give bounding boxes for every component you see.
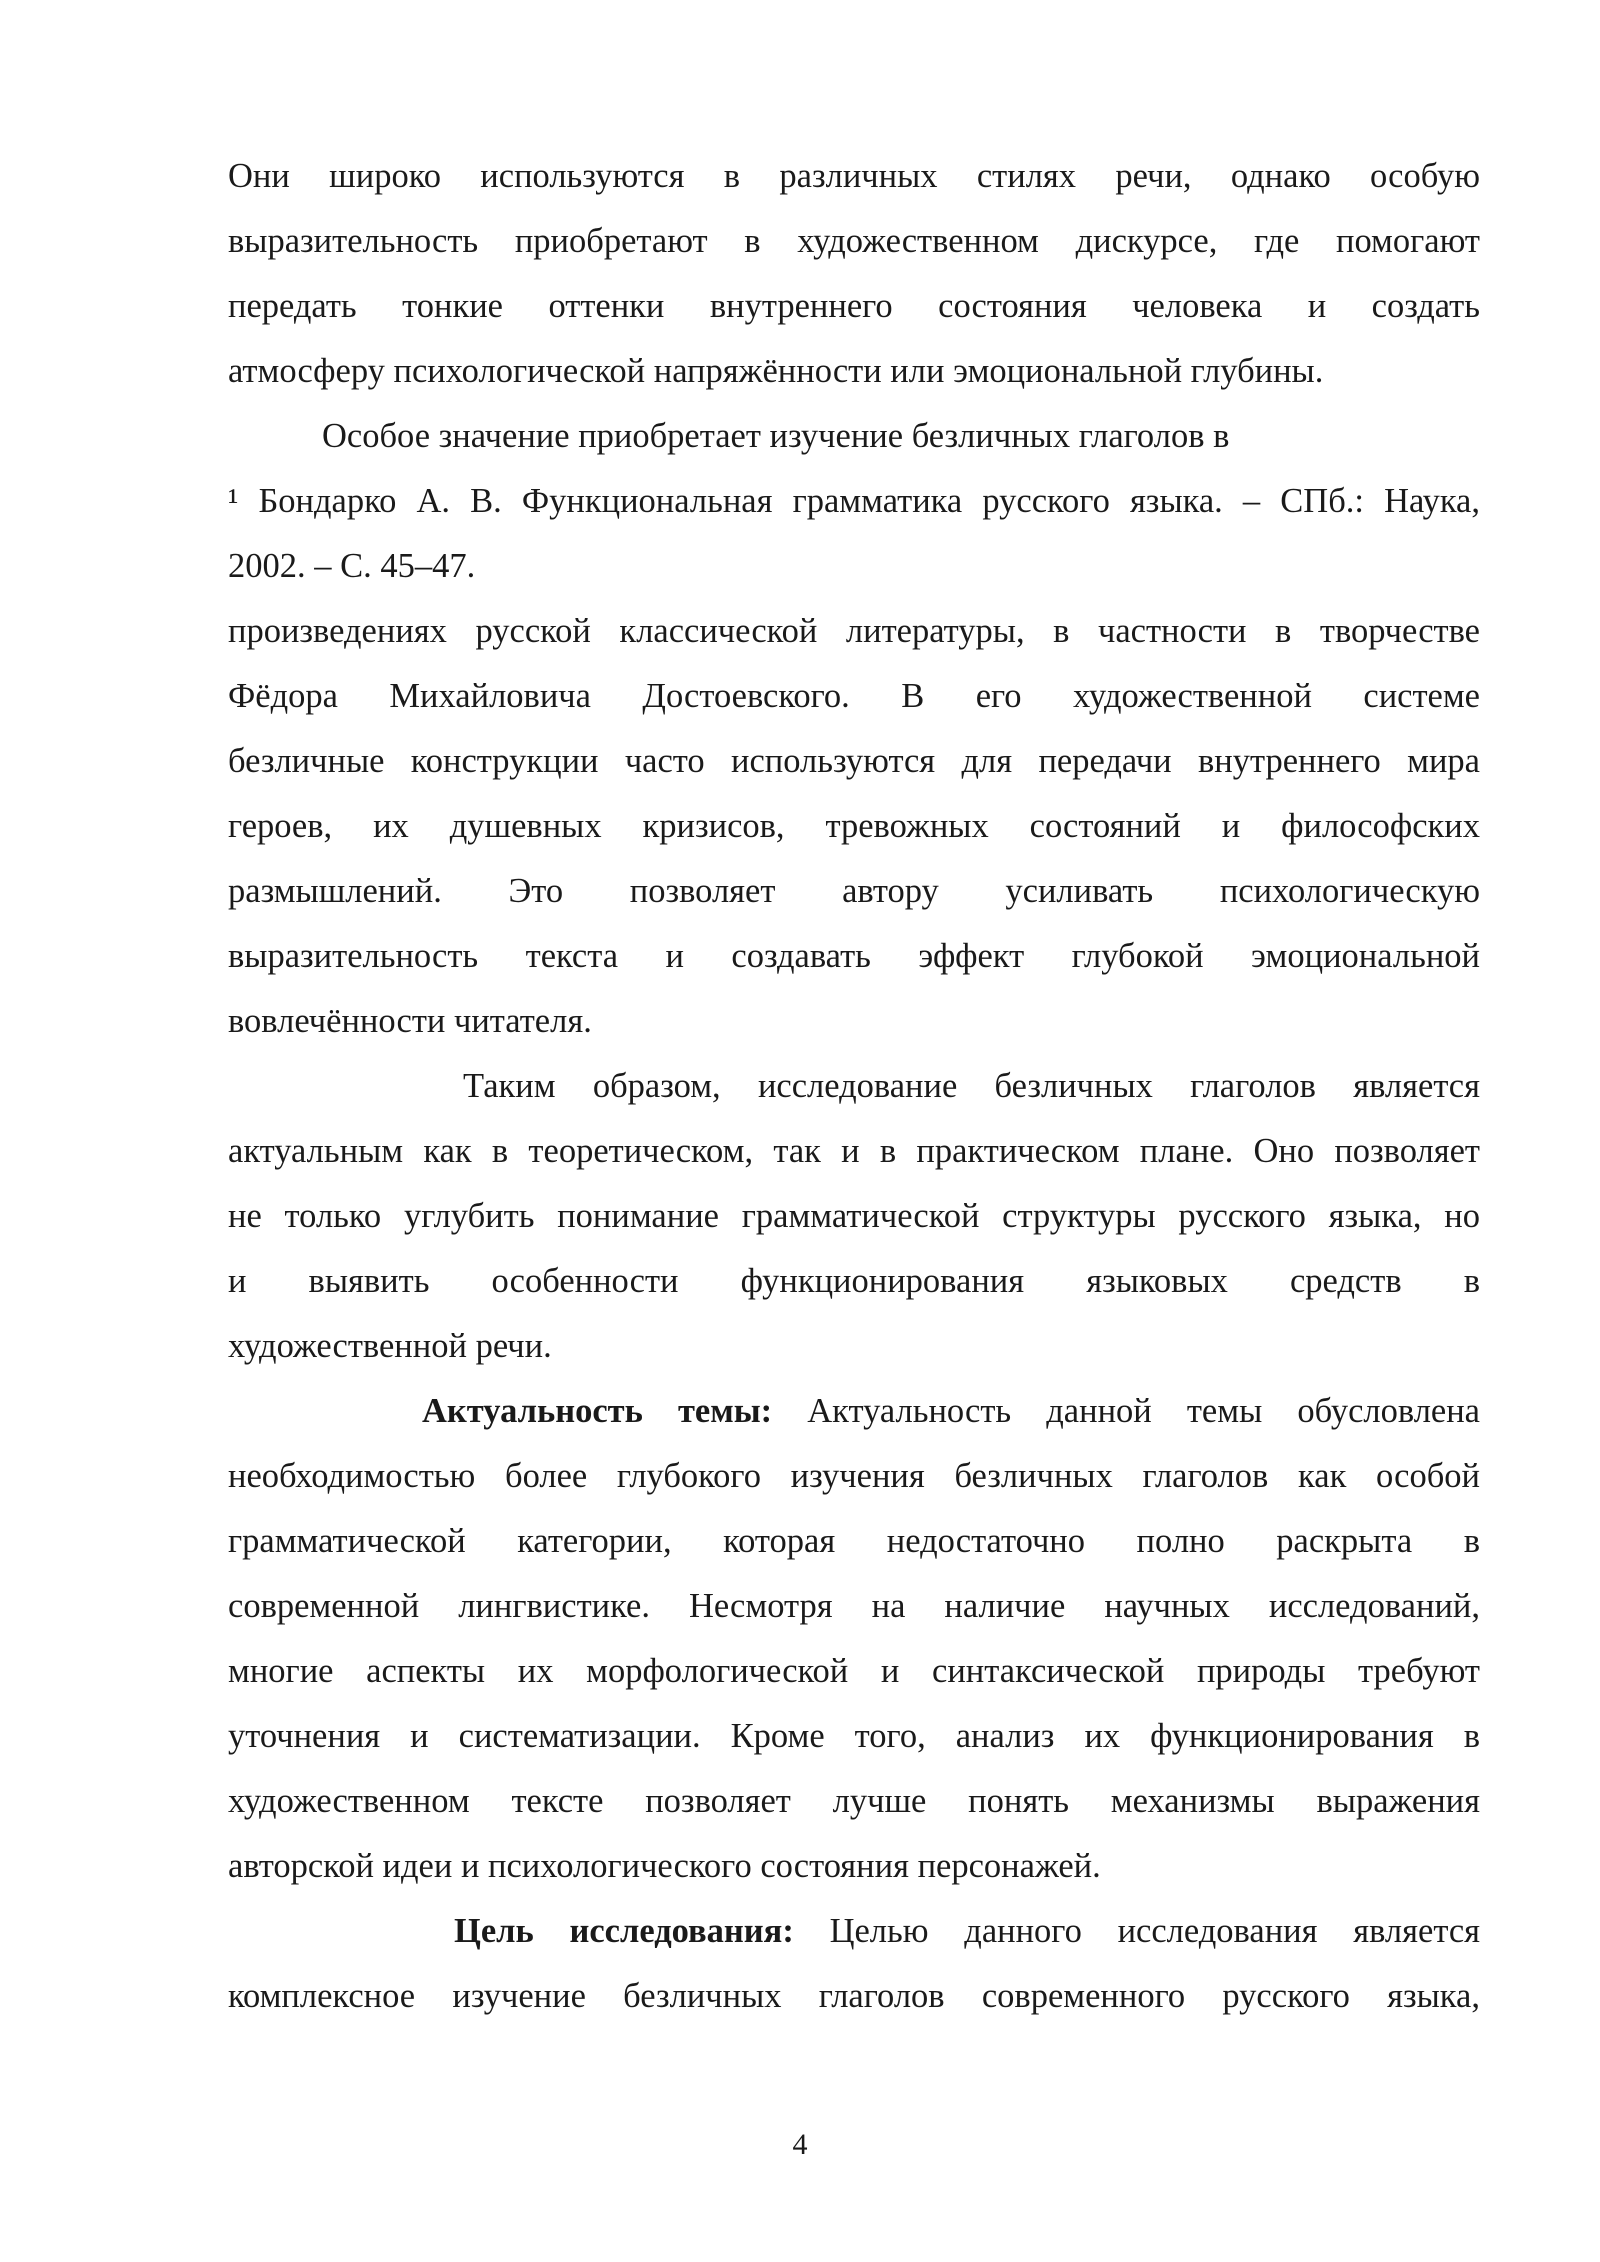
relevance-line-8: авторской идеи и психологического состояния персонажей.	[228, 1847, 1101, 1885]
goal-line-2: комплексное изучение безличных глаголов современного русского языка,	[228, 1977, 1480, 2015]
paragraph-3-line-5: художественной речи.	[228, 1327, 552, 1365]
paragraph-3-line-4: и выявить особенности функционирования языковых средств в	[228, 1262, 1480, 1300]
relevance-line-4: современной лингвистике. Несмотря на наличие научных исследований,	[228, 1587, 1480, 1625]
relevance-line-6: уточнения и систематизации. Кроме того, анализ их функционирования в	[228, 1717, 1480, 1755]
paragraph-1-line-2: выразительность приобретают в художественном дискурсе, где помогают	[228, 222, 1480, 260]
paragraph-3-line-1: Таким образом, исследование безличных глаголов является	[463, 1067, 1480, 1105]
footnote-line-2: 2002. – С. 45–47.	[228, 547, 476, 585]
paragraph-2-line-7: выразительность текста и создавать эффект глубокой эмоциональной	[228, 937, 1480, 975]
relevance-line-2: необходимостью более глубокого изучения безличных глаголов как особой	[228, 1457, 1480, 1495]
relevance-line-3: грамматической категории, которая недостаточно полно раскрыта в	[228, 1522, 1480, 1560]
paragraph-1-line-1: Они широко используются в различных стилях речи, однако особую	[228, 157, 1480, 195]
page-number: 4	[792, 2128, 808, 2161]
goal-first-line-text: Целью данного исследования является	[829, 1912, 1480, 1950]
relevance-line-5: многие аспекты их морфологической и синтаксической природы требуют	[228, 1652, 1480, 1690]
paragraph-3-line-2: актуальным как в теоретическом, так и в практическом плане. Оно позволяет	[228, 1132, 1480, 1170]
relevance-line-7: художественном тексте позволяет лучше понять механизмы выражения	[228, 1782, 1480, 1820]
relevance-heading: Актуальность темы:	[422, 1392, 773, 1430]
goal-heading: Цель исследования:	[454, 1912, 794, 1950]
paragraph-2-line-2: произведениях русской классической литературы, в частности в творчестве	[228, 612, 1480, 650]
paragraph-2-line-3: Фёдора Михайловича Достоевского. В его художественной системе	[228, 677, 1480, 715]
paragraph-2-line-6: размышлений. Это позволяет автору усиливать психологическую	[228, 872, 1480, 910]
paragraph-3-line-3: не только углубить понимание грамматической структуры русского языка, но	[228, 1197, 1480, 1235]
footnote-line-1: ¹ Бондарко А. В. Функциональная грамматика русского языка. – СПб.: Наука,	[228, 482, 1480, 520]
paragraph-2-first-line: Особое значение приобретает изучение безличных глаголов в	[322, 417, 1230, 455]
goal-first-line	[454, 1909, 1480, 1953]
paragraph-2-line-8: вовлечённости читателя.	[228, 1002, 592, 1040]
paragraph-2-line-5: героев, их душевных кризисов, тревожных состояний и философских	[228, 807, 1480, 845]
relevance-first-line-text: Актуальность данной темы обусловлена	[807, 1392, 1480, 1430]
paragraph-1-line-3: передать тонкие оттенки внутреннего состояния человека и создать	[228, 287, 1480, 325]
paragraph-2-line-4: безличные конструкции часто используются для передачи внутреннего мира	[228, 742, 1480, 780]
paragraph-1-line-4: атмосферу психологической напряжённости или эмоциональной глубины.	[228, 352, 1324, 390]
relevance-first-line	[422, 1389, 1480, 1433]
